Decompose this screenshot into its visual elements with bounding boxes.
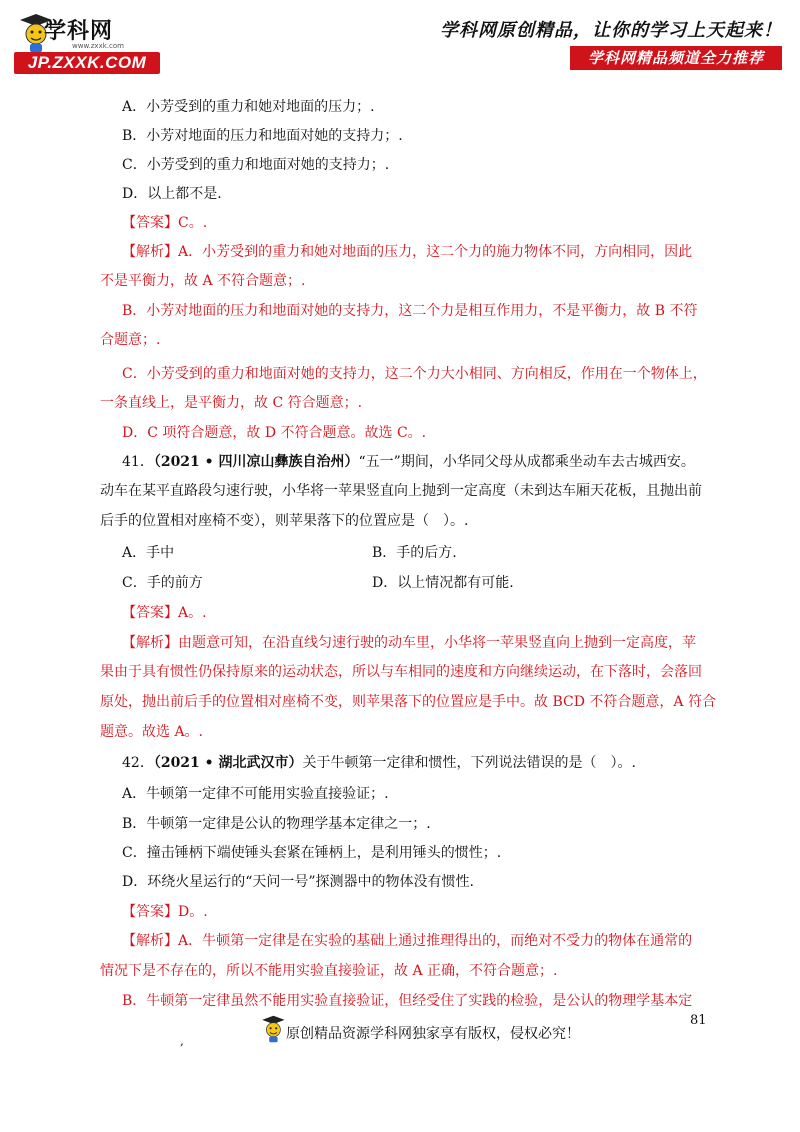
q40-analysis-line-4: 合题意；. — [100, 332, 161, 348]
q40-analysis-line-2: 不是平衡力，故 A 不符合题意；. — [100, 273, 306, 289]
q42-analysis-text: A．牛顿第一定律是在实验的基础上通过推理得出的，而绝对不受力的物体在通常的 — [178, 933, 693, 949]
q42-answer: 【答案】D。. — [122, 904, 208, 920]
q41-option-b: B．手的后方. — [372, 545, 457, 561]
q41-option-d: D．以上情况都有可能. — [372, 575, 514, 591]
q42-analysis-line-3: B．牛顿第一定律虽然不能用实验直接验证，但经受住了实践的检验，是公认的物理学基本定 — [122, 993, 693, 1009]
q40-option-a: A．小芳受到的重力和她对地面的压力；. — [122, 99, 375, 115]
q41-number: 41． — [122, 454, 154, 470]
q42-stem-text: 关于牛顿第一定律和惯性，下列说法错误的是（ ）。. — [302, 755, 636, 771]
footer-mascot-icon — [258, 1014, 286, 1044]
q41-stem-text: “五一”期间，小华同父母从成都乘坐动车去古城西安。 — [358, 454, 695, 470]
q41-analysis-text: 由题意可知，在沿直线匀速行驶的动车里，小华将一苹果竖直向上抛到一定高度，苹 — [178, 635, 696, 651]
q40-analysis-line-3: B．小芳对地面的压力和地面对她的支持力，这二个力是相互作用力，不是平衡力，故 B 不符 — [122, 303, 698, 319]
header-banner: 学科网精品频道全力推荐 — [570, 46, 782, 70]
q40-analysis-line-6: 一条直线上，是平衡力，故 C 符合题意；. — [100, 395, 363, 411]
q40-option-b: B．小芳对地面的压力和地面对她的支持力；. — [122, 128, 403, 144]
q41-option-c: C．手的前方 — [122, 575, 203, 591]
q40-analysis-line-1 — [122, 242, 692, 262]
q40-analysis-line-5: C．小芳受到的重力和地面对她的支持力，这二个力大小相同、方向相反，作用在一个物体上， — [122, 366, 707, 382]
q42-option-b: B．牛顿第一定律是公认的物理学基本定律之一；. — [122, 816, 431, 832]
page-number: 81 — [690, 1013, 707, 1028]
q42-source: （2021 • 湖北武汉市） — [153, 755, 303, 771]
site-logo[interactable] — [14, 12, 164, 76]
q42-analysis-line-1 — [122, 931, 692, 951]
q42-option-d: D．环绕火星运行的“天问一号”探测器中的物体没有惯性. — [122, 874, 474, 890]
footer-comma: , — [180, 1034, 184, 1048]
q41-analysis-line-2: 果由于具有惯性仍保持原来的运动状态，所以与车相同的速度和方向继续运动，在下落时，会落回 — [100, 664, 702, 680]
q42-option-a: A．牛顿第一定律不可能用实验直接验证；. — [122, 786, 389, 802]
logo-url-banner: JP.ZXXK.COM — [14, 52, 160, 74]
q40-option-d: D．以上都不是. — [122, 186, 222, 202]
q40-answer: 【答案】C。. — [122, 215, 208, 231]
q40-option-c: C．小芳受到的重力和地面对她的支持力；. — [122, 157, 390, 173]
q40-analysis-label: 【解析】 — [122, 244, 178, 260]
q41-stem-line-2: 动车在某平直路段匀速行驶，小华将一苹果竖直向上抛到一定高度（未到达车厢天花板，且抛出前 — [100, 483, 702, 499]
logo-subtitle: www.zxxk.com — [72, 42, 124, 50]
logo-name: 学科网 — [44, 19, 114, 44]
q41-source: （2021 • 四川凉山彝族自治州） — [153, 454, 359, 470]
q41-analysis-line-4: 题意。故选 A。. — [100, 724, 204, 740]
footer-copyright: 原创精品资源学科网独家享有版权，侵权必究！ — [286, 1026, 580, 1042]
q42-option-c: C．撞击锤柄下端使锤头套紧在锤柄上，是利用锤头的惯性；. — [122, 845, 502, 861]
q41-option-a: A．手中 — [122, 545, 175, 561]
q42-analysis-label: 【解析】 — [122, 933, 178, 949]
q41-stem-line-1 — [122, 452, 695, 472]
q41-analysis-line-3: 原处，抛出前后手的位置相对座椅不变，则苹果落下的位置应是手中。故 BCD 不符合题意，A 符合 — [100, 694, 716, 710]
q41-analysis-label: 【解析】 — [122, 635, 178, 651]
header-slogan: 学科网原创精品，让你的学习上天起来！ — [440, 20, 782, 41]
q40-analysis-line-7: D．C 项符合题意，故 D 不符合题意。故选 C。. — [122, 425, 427, 441]
q40-analysis-text: A．小芳受到的重力和她对地面的压力，这二个力的施力物体不同，方向相同，因此 — [178, 244, 693, 260]
q41-answer: 【答案】A。. — [122, 605, 207, 621]
q41-analysis-line-1 — [122, 633, 696, 653]
q42-analysis-line-2: 情况下是不存在的，所以不能用实验直接验证，故 A 正确，不符合题意；. — [100, 963, 558, 979]
q41-stem-line-3: 后手的位置相对座椅不变），则苹果落下的位置应是（ ）。. — [100, 513, 469, 529]
q42-number: 42． — [122, 755, 154, 771]
q42-stem-line-1 — [122, 753, 636, 773]
